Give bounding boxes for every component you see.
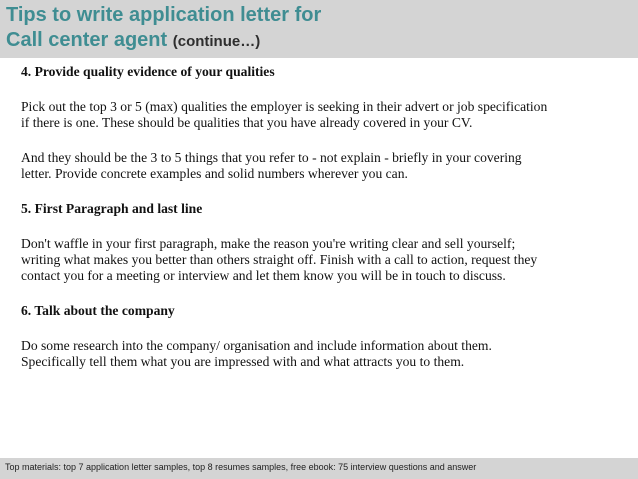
section-heading-5: 5. First Paragraph and last line [21, 201, 203, 216]
slide-header [0, 0, 638, 58]
paragraph-line: Specifically tell them what you are impressed with and what attracts you to them. [21, 354, 465, 369]
section-heading-6: 6. Talk about the company [21, 303, 175, 318]
paragraph [21, 338, 621, 370]
slide-content [21, 64, 621, 370]
paragraph-line: letter. Provide concrete examples and solid numbers wherever you can. [21, 166, 408, 181]
paragraph [21, 236, 621, 284]
paragraph-line: if there is one. These should be qualities that you have already covered in your CV. [21, 115, 473, 130]
paragraph-line: Pick out the top 3 or 5 (max) qualities the employer is seeking in their advert or job specification [21, 99, 548, 114]
paragraph [21, 99, 621, 131]
paragraph-line: And they should be the 3 to 5 things that you refer to - not explain - briefly in your covering [21, 150, 522, 165]
footer-text: Top materials: top 7 application letter samples, top 8 resumes samples, free ebook: 75 interview questions and answer [5, 462, 477, 472]
title-line-2: Call center agent [6, 29, 168, 51]
paragraph-line: contact you for a meeting or interview and let them know you will be in touch to discuss. [21, 268, 506, 283]
paragraph-line: writing what makes you better than others straight off. Finish with a call to action, request they [21, 252, 538, 267]
title-suffix: (continue…) [172, 33, 261, 50]
slide-footer [0, 458, 638, 479]
slide-title [6, 3, 321, 54]
paragraph [21, 150, 621, 182]
paragraph-line: Do some research into the company/ organisation and include information about them. [21, 338, 492, 353]
paragraph-line: Don't waffle in your first paragraph, make the reason you're writing clear and sell yourself; [21, 236, 516, 251]
title-line-1: Tips to write application letter for [6, 4, 322, 26]
section-heading-4: 4. Provide quality evidence of your qualities [21, 64, 275, 79]
